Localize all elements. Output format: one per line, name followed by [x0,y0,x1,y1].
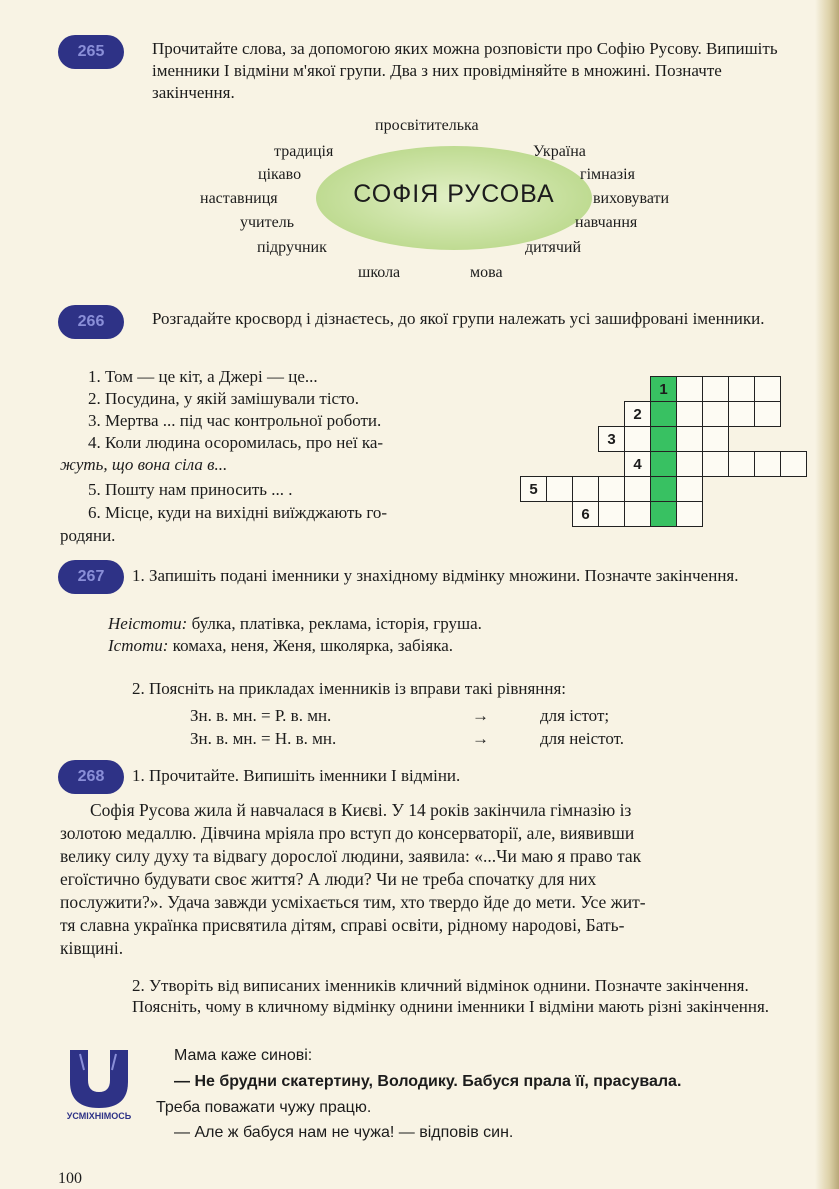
page-number: 100 [58,1170,82,1184]
equation-1-result: для істот; [540,706,610,725]
word-cloud-word: виховувати [593,190,670,207]
crossword-clue: 1. Том — це кіт, а Джері — це... [88,367,318,386]
inanimate-words: булка, платівка, реклама, історія, груша. [187,614,482,633]
crossword-number: 5 [529,480,538,498]
joke-line: Мама каже синові: [174,1047,313,1064]
exercise-267-task-2: 2. Поясніть на прикладах іменників із вправи такі рівняння: [132,679,567,698]
inanimate-list [108,614,482,634]
crossword-cell [624,426,651,452]
crossword-cell [728,451,755,477]
crossword-cell [676,376,703,402]
word-cloud-word: наставниця [200,190,278,207]
joke-line: Треба поважати чужу працю. [156,1099,372,1116]
crossword-cell [702,376,729,402]
paragraph-line: велику силу духу та відвагу дорослої людини, заявила: «...Чи маю я право так [60,846,642,866]
crossword-number: 6 [581,505,590,523]
crossword-clue: 3. Мертва ... під час контрольної роботи. [88,411,382,430]
crossword-number: 2 [633,405,642,423]
crossword-cell [676,401,703,427]
arrow-icon: → [472,706,489,725]
word-cloud-word: навчання [575,214,638,231]
crossword-cell [572,476,599,502]
exercise-268-task-1: 1. Прочитайте. Випишіть іменники I відміни. [132,766,461,785]
crossword-cell [676,426,703,452]
word-cloud-word: традиція [274,143,334,160]
logo-text: УСМІХНІМОСЬ [66,1111,132,1121]
exercise-267-task-1: 1. Запишіть подані іменники у знахідному відмінку множини. Позначте закінчення. [132,566,739,585]
paragraph-line: Софія Русова жила й навчалася в Києві. У 14 років закінчила гімназію із [90,800,632,820]
smile-logo-icon [58,1046,140,1122]
crossword-key-cell [650,451,677,477]
crossword-cell [728,401,755,427]
exercise-badge-268: 268 [58,760,124,794]
crossword-number: 1 [659,380,668,398]
word-cloud-word: підручник [257,239,327,256]
paragraph-line: золотою медаллю. Дівчина мріяла про вступ до консерваторії, але, виявивши [60,823,635,843]
animate-words: комаха, неня, Женя, школярка, забіяка. [168,636,454,655]
crossword-clue: 6. Місце, куди на вихідні виїжджають го- [88,503,388,522]
word-cloud-word: просвітителька [375,117,479,134]
crossword-cell [598,476,625,502]
word-cloud-word: учитель [240,214,294,231]
word-cloud-word: дитячий [525,239,582,256]
crossword-clue: родяни. [60,526,116,545]
crossword-cell [702,426,729,452]
exercise-268-task-2: 2. Утворіть від виписаних іменників кличний відмінок однини. Позначте закінчення. Поясніть, чому в кличному відмінку однини іменники I відміни мають різні закінчення. [132,976,770,1016]
crossword-clue: 4. Коли людина осоромилась, про неї ка- [88,433,384,452]
crossword-clue: 5. Пошту нам приносить ... . [88,480,293,499]
paragraph-line: послужити?». Удача завжди усміхається тим, хто твердо йде до мети. Усе жит- [60,892,646,912]
word-cloud-word: цікаво [258,166,302,183]
word-cloud-word: школа [358,264,401,281]
page-edge-shadow [815,0,839,1189]
word-cloud-word: мова [470,264,503,281]
equation-2: Зн. в. мн. = Н. в. мн. [190,729,337,748]
crossword-key-cell [650,426,677,452]
exercise-badge-267: 267 [58,560,124,594]
crossword-cell [754,401,781,427]
crossword-cell [728,376,755,402]
paragraph-line: тя славна українка присвятила дітям, справі освіти, рідному народові, Бать- [60,915,625,935]
paragraph-line: ківщині. [60,938,124,958]
crossword-key-cell [650,476,677,502]
exercise-badge-265: 265 [58,35,124,69]
joke-line: — Не брудни скатертину, Володику. Бабуся прала її, прасувала. [174,1073,682,1090]
animate-label: Істоти: [108,636,169,655]
crossword-cell [624,476,651,502]
crossword-clue: 2. Посудина, у якій замішували тісто. [88,389,360,408]
equation-2-result: для неістот. [540,729,624,748]
exercise-265-instruction: Прочитайте слова, за допомогою яких можна розповісти про Софію Русову. Випишіть іменники I відміни м'якої групи. Два з них провідміняйте в множині. Позначте закінчення. [152,39,778,102]
crossword-cell [754,451,781,477]
word-cloud-word: гімназія [580,166,635,183]
crossword-cell [702,401,729,427]
crossword-cell [702,451,729,477]
crossword-cell [754,376,781,402]
crossword-cell [546,476,573,502]
crossword-cell [676,501,703,527]
word-cloud-center: СОФІЯ РУСОВА [353,180,555,208]
crossword-key-cell [650,401,677,427]
animate-list [108,636,453,656]
crossword-key-cell [650,501,677,527]
crossword-number: 3 [607,430,616,448]
joke-line: — Але ж бабуся нам не чужа! — відповів син. [174,1124,514,1141]
equation-1: Зн. в. мн. = Р. в. мн. [190,706,332,725]
crossword-cell [624,501,651,527]
crossword-cell [598,501,625,527]
exercise-266-instruction: Розгадайте кросворд і дізнаєтесь, до якої групи належать усі зашифровані іменники. [152,309,765,328]
crossword-number: 4 [633,455,642,473]
smile-logo [58,1046,140,1127]
crossword-cell [780,451,807,477]
crossword-cell [676,476,703,502]
exercise-badge-266: 266 [58,305,124,339]
paragraph-line: егоїстично будувати своє життя? А люди? Чи не треба спочатку для них [60,869,597,889]
crossword-cell [676,451,703,477]
inanimate-label: Неістоти: [108,614,188,633]
arrow-icon: → [472,729,489,748]
word-cloud-word: Україна [533,143,586,160]
crossword-clue: жуть, що вона сіла в... [60,455,228,474]
